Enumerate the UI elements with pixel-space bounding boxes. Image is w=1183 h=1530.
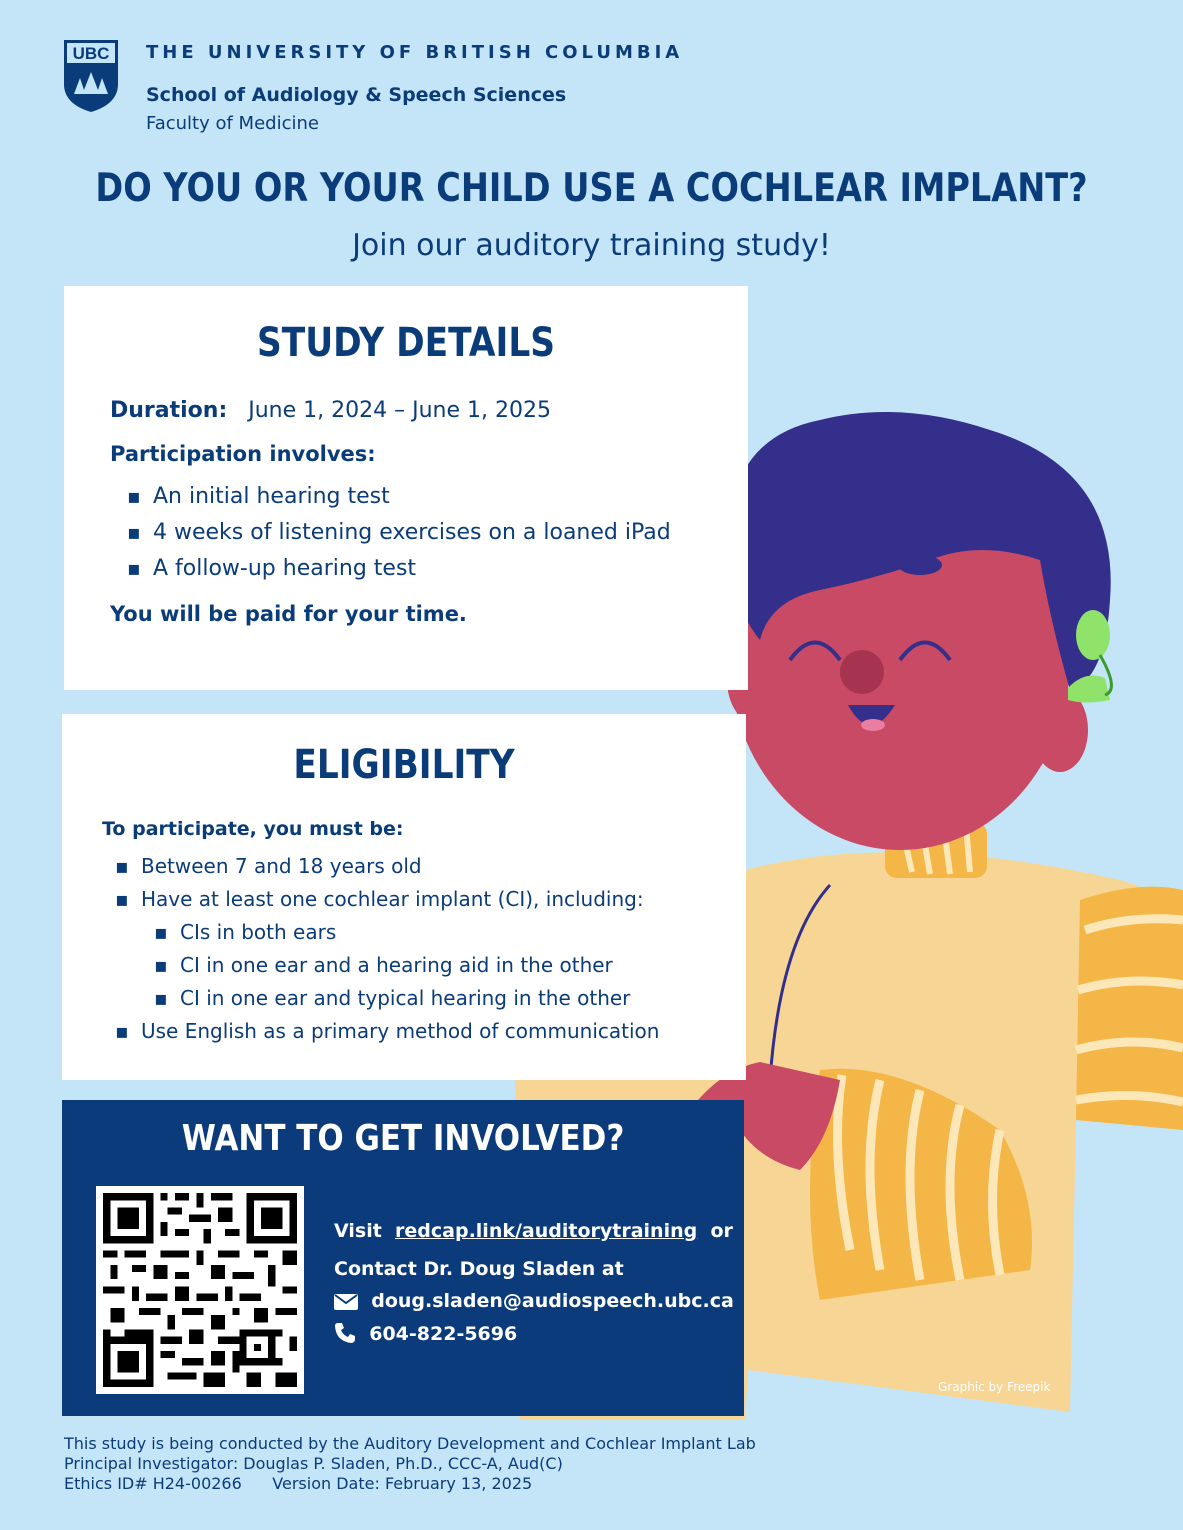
- subheadline: Join our auditory training study!: [352, 228, 831, 263]
- footer-ethics-row: [64, 1474, 532, 1493]
- study-link[interactable]: redcap.link/auditorytraining: [395, 1220, 698, 1242]
- paid-note: You will be paid for your time.: [110, 602, 467, 626]
- email-address[interactable]: doug.sladen@audiospeech.ubc.ca: [371, 1290, 734, 1312]
- faculty-name: Faculty of Medicine: [146, 113, 319, 134]
- headline: DO YOU OR YOUR CHILD USE A COCHLEAR IMPLANT?: [95, 166, 1088, 211]
- ethics-id: Ethics ID# H24-00266: [64, 1474, 242, 1493]
- email-row[interactable]: [334, 1290, 734, 1312]
- participation-item: ▪ 4 weeks of listening exercises on a loaned iPad: [153, 520, 671, 545]
- participation-item: ▪ An initial hearing test: [153, 484, 390, 509]
- visit-suffix: or: [710, 1220, 733, 1242]
- eligibility-subitem: ▪ CI in one ear and typical hearing in the other: [180, 986, 630, 1010]
- visit-line: [334, 1220, 733, 1242]
- get-involved-title: WANT TO GET INVOLVED?: [181, 1118, 625, 1159]
- eligibility-intro: To participate, you must be:: [102, 818, 404, 840]
- eligibility-item: ▪ Have at least one cochlear implant (CI), including:: [141, 887, 644, 911]
- eligibility-title: ELIGIBILITY: [293, 742, 515, 788]
- footer-pi: Principal Investigator: Douglas P. Sladen, Ph.D., CCC-A, Aud(C): [64, 1454, 563, 1473]
- university-name: THE UNIVERSITY OF BRITISH COLUMBIA: [146, 42, 684, 63]
- eligibility-item: ▪ Use English as a primary method of communication: [141, 1019, 659, 1043]
- duration-value: June 1, 2024 – June 1, 2025: [248, 398, 551, 423]
- participation-label: Participation involves:: [110, 442, 376, 466]
- phone-icon: [334, 1322, 356, 1344]
- phone-row[interactable]: [334, 1322, 517, 1345]
- ubc-logo: [62, 38, 120, 114]
- footer-lab: This study is being conducted by the Auditory Development and Cochlear Implant Lab: [64, 1434, 756, 1453]
- envelope-icon: [334, 1292, 358, 1310]
- svg-text:UBC: UBC: [72, 44, 110, 63]
- contact-line: Contact Dr. Doug Sladen at: [334, 1258, 624, 1280]
- participation-item: ▪ A follow-up hearing test: [153, 556, 416, 581]
- eligibility-card: [62, 714, 746, 1080]
- qr-code[interactable]: [96, 1186, 304, 1394]
- get-involved-panel: [62, 1100, 744, 1416]
- duration-label: Duration:: [110, 398, 228, 423]
- visit-prefix: Visit: [334, 1220, 382, 1242]
- duration-row: [110, 398, 551, 423]
- eligibility-item: ▪ Between 7 and 18 years old: [141, 854, 422, 878]
- version-date: Version Date: February 13, 2025: [272, 1474, 533, 1493]
- graphic-credit: Graphic by Freepik: [938, 1380, 1051, 1394]
- eligibility-subitem: ▪ CIs in both ears: [180, 920, 336, 944]
- school-name: School of Audiology & Speech Sciences: [146, 84, 567, 106]
- cochlear-implant: [1076, 610, 1110, 660]
- study-details-card: [64, 286, 748, 690]
- eligibility-subitem: ▪ CI in one ear and a hearing aid in the other: [180, 953, 613, 977]
- phone-number[interactable]: 604-822-5696: [369, 1323, 518, 1345]
- study-details-title: STUDY DETAILS: [256, 320, 556, 366]
